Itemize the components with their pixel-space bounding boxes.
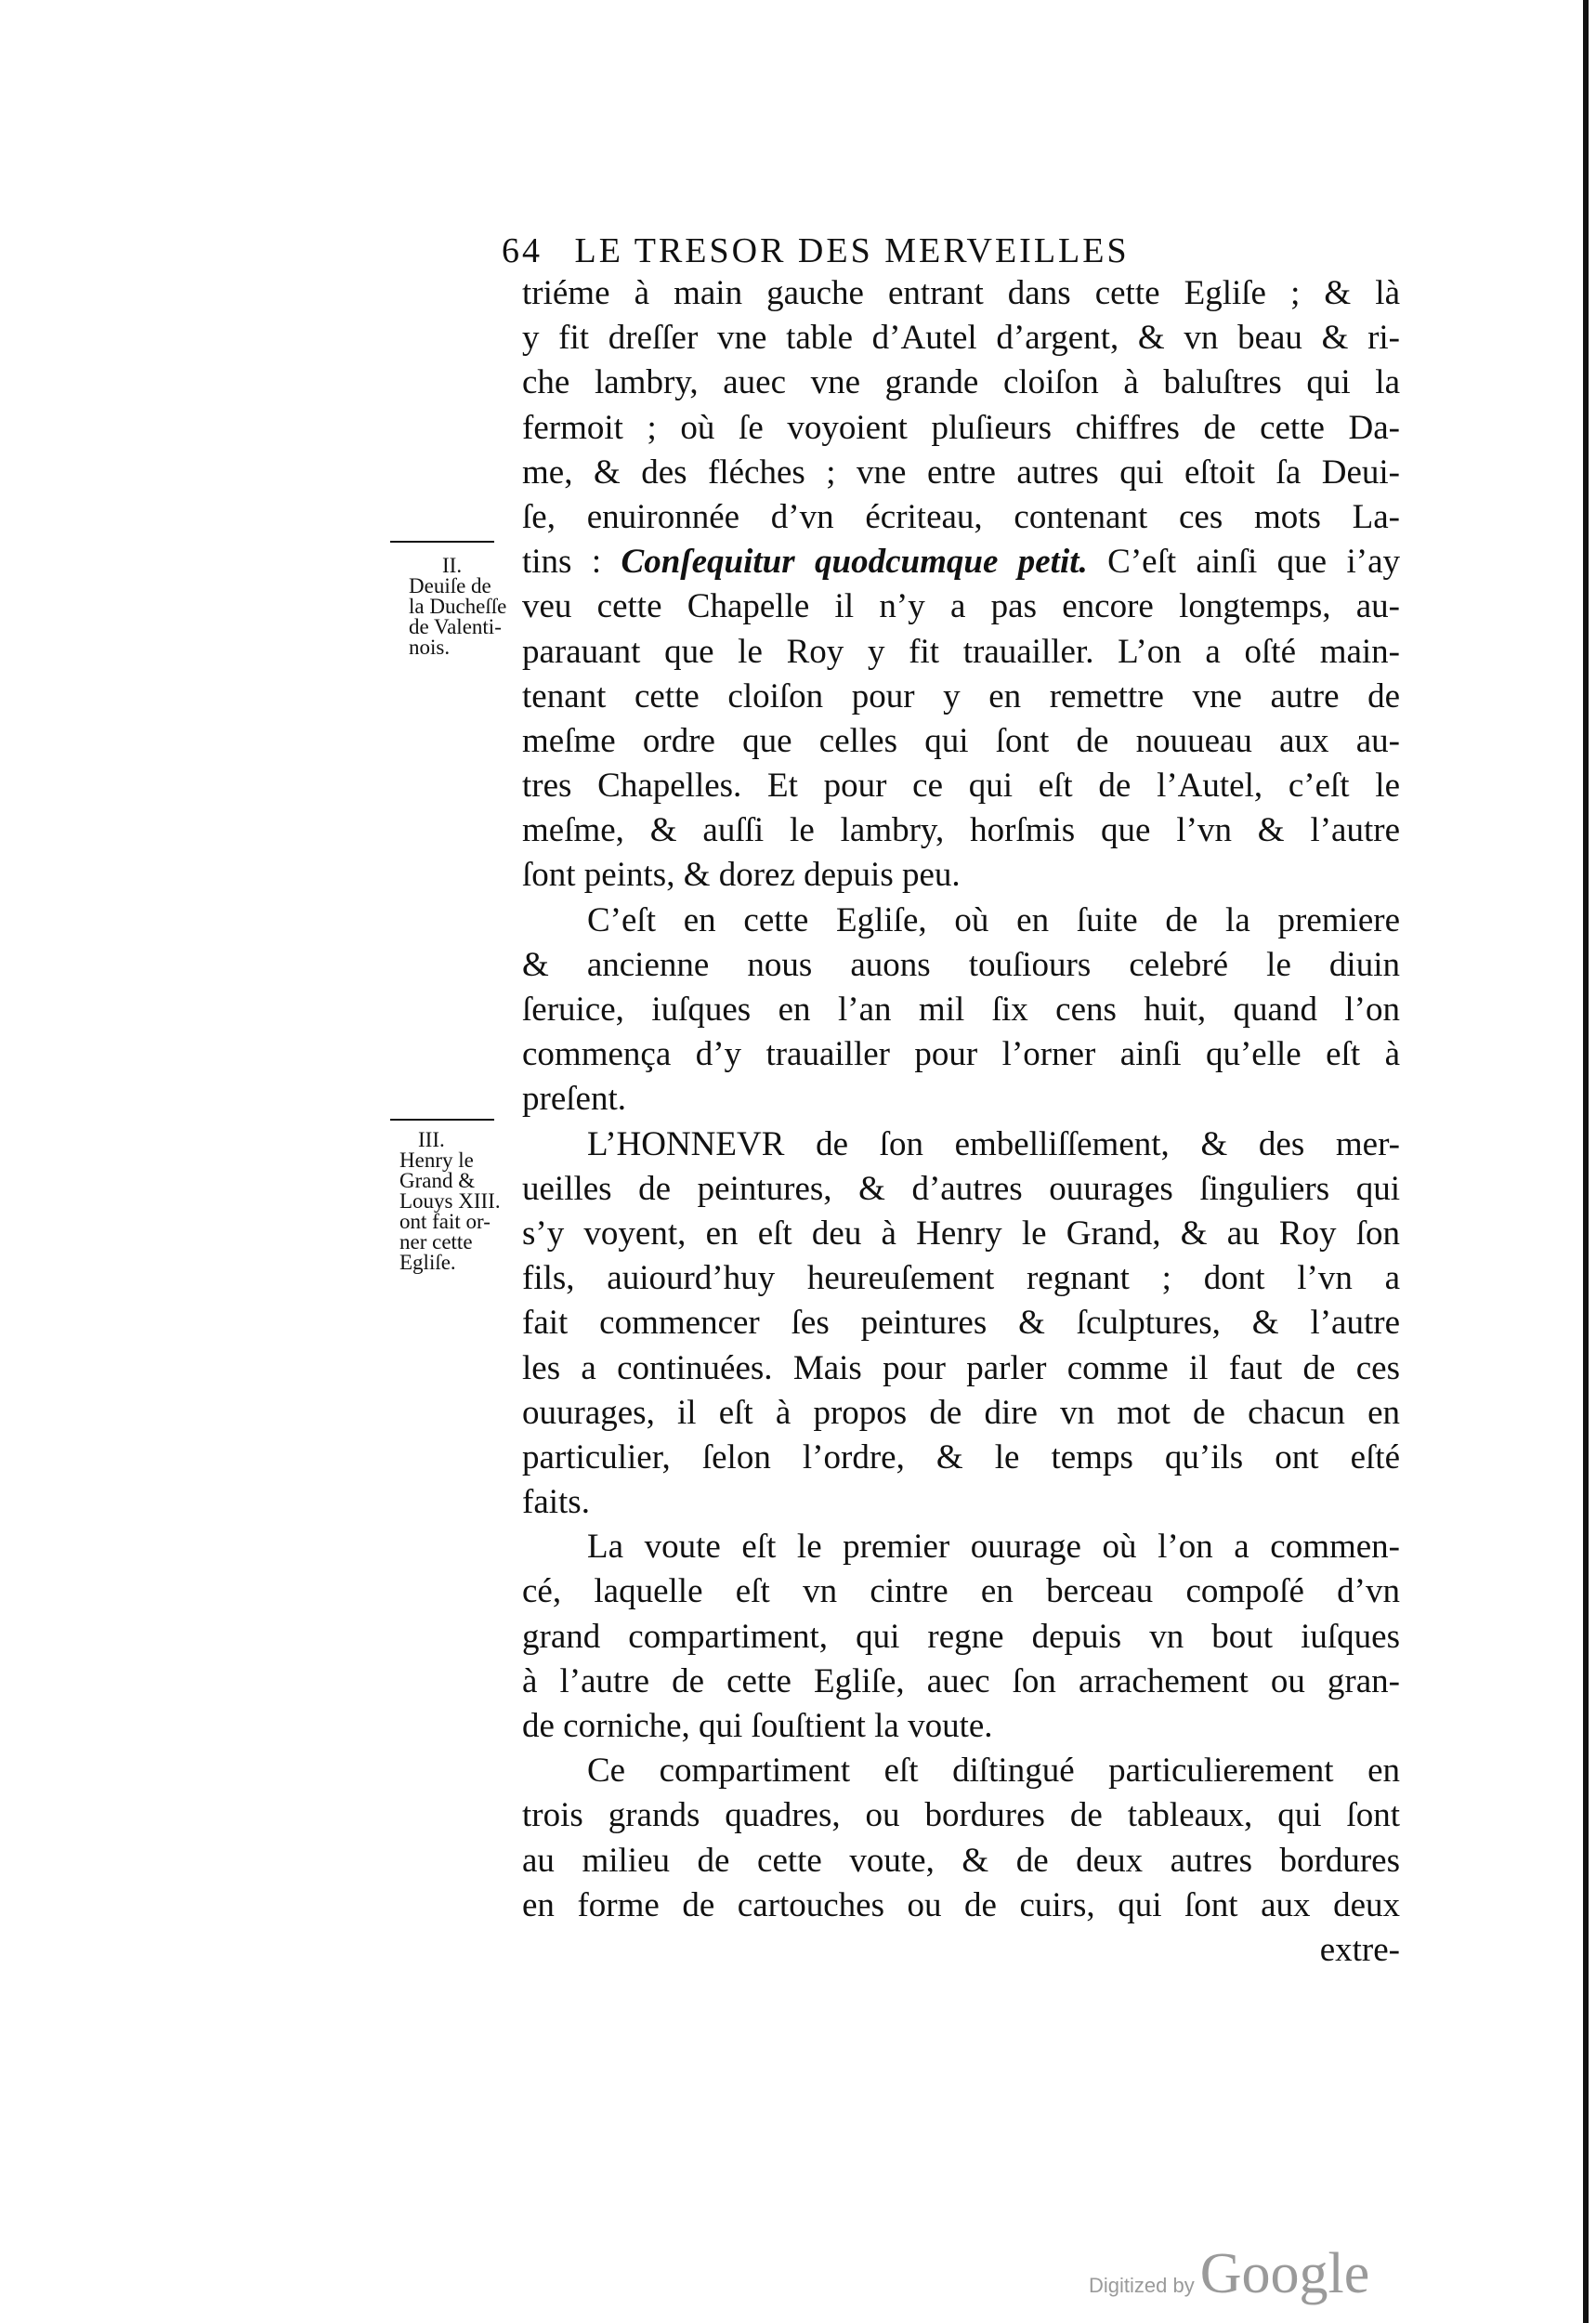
text-line: L’HONNEVR de ſon embelliſſement, & des mer- — [587, 1124, 1400, 1163]
digitized-watermark — [1089, 2241, 1369, 2307]
text-line: fils, auiourd’huy heureuſement regnant ; dont l’vn a — [522, 1259, 1400, 1298]
margin-line: de Valenti- — [409, 615, 502, 638]
google-logo: Google — [1199, 2242, 1370, 2305]
text-line: ſeruice, iuſques en l’an mil ſix cens huit, quand l’on — [522, 991, 1400, 1029]
text-line: s’y voyent, en eſt deu à Henry le Grand, & au Roy ſon — [522, 1214, 1400, 1253]
text-line-motto — [522, 540, 1400, 584]
margin-note-devise — [409, 556, 506, 658]
running-head — [502, 230, 1319, 271]
margin-rule — [390, 541, 494, 543]
text-line: faits. — [522, 1483, 590, 1522]
text-line: C’eſt en cette Egliſe, où en ſuite de la premiere — [587, 900, 1400, 939]
text-line: Ce compartiment eſt diſtingué particulierement en — [587, 1752, 1400, 1791]
margin-line: Deuiſe de — [409, 574, 491, 597]
text-line: ſe, enuironnée d’vn écriteau, contenant ces mots La- — [522, 497, 1400, 536]
text-line: veu cette Chapelle il n’y a pas encore longtemps, au- — [522, 587, 1400, 626]
margin-line: Grand & — [399, 1169, 476, 1192]
page-edge-rule — [1583, 0, 1589, 2323]
margin-line: Louys XIII. — [399, 1189, 501, 1213]
margin-line: II. — [442, 554, 463, 577]
text-line: preſent. — [522, 1080, 626, 1119]
text-line: me, & des fléches ; vne entre autres qui eſtoit ſa Deui- — [522, 453, 1400, 492]
text-line: y fit dreſſer vne table d’Autel d’argent, & vn beau & ri- — [522, 319, 1400, 358]
margin-line: nois. — [409, 636, 451, 659]
text-line: en forme de cartouches ou de cuirs, qui ſont aux deux — [522, 1885, 1400, 1924]
text-line: à l’autre de cette Egliſe, auec ſon arrachement ou gran- — [522, 1661, 1400, 1700]
catchword: extre- — [1319, 1930, 1400, 1969]
text-line: cé, laquelle eſt vn cintre en berceau compoſé d’vn — [522, 1572, 1400, 1611]
text-line: parauant que le Roy y fit trauailler. L’on a oſté main- — [522, 632, 1400, 671]
text-line: tenant cette cloiſon pour y en remettre vne autre de — [522, 676, 1400, 715]
margin-line: la Ducheſſe — [409, 595, 507, 618]
text-line: de corniche, qui ſouſtient la voute. — [522, 1707, 993, 1745]
latin-motto: Conſequitur quodcumque petit. — [621, 543, 1088, 582]
text-line: fermoit ; où ſe voyoient pluſieurs chiffres de cette Da- — [522, 408, 1400, 447]
text-line: meſme, & auſſi le lambry, horſmis que l’vn & l’autre — [522, 811, 1400, 850]
page-number: 64 — [502, 231, 543, 270]
text-line: La voute eſt le premier ouurage où l’on a commen- — [587, 1528, 1400, 1567]
text-line: fait commencer ſes peintures & ſculptures, & l’autre — [522, 1304, 1400, 1343]
running-title: LE TRESOR DES MERVEILLES — [574, 231, 1130, 270]
margin-line: Egliſe. — [399, 1251, 456, 1274]
text-line: au milieu de cette voute, & de deux autres bordures — [522, 1841, 1400, 1880]
text-line: tres Chapelles. Et pour ce qui eſt de l’Autel, c’eſt le — [522, 767, 1400, 806]
digitized-label: Digitized by — [1089, 2274, 1195, 2297]
margin-line: ont fait or- — [399, 1210, 491, 1233]
text-line: meſme ordre que celles qui ſont de nouueau aux au- — [522, 721, 1400, 760]
text-fragment: C’eſt ainſi que i’ay — [1087, 543, 1400, 582]
text-line: & ancienne nous auons touſiours celebré le diuin — [522, 945, 1400, 984]
margin-note-henry — [399, 1130, 501, 1273]
text-line: che lambry, auec vne grande cloiſon à baluſtres qui la — [522, 363, 1400, 402]
text-line: ſont peints, & dorez depuis peu. — [522, 856, 961, 895]
margin-line: III. — [418, 1128, 445, 1151]
text-line: ueilles de peintures, & d’autres ouurages ſinguliers qui — [522, 1169, 1400, 1208]
body-text — [522, 271, 1400, 1973]
margin-line: ner cette — [399, 1230, 473, 1253]
margin-rule — [390, 1119, 494, 1121]
text-fragment: tins : — [522, 543, 621, 582]
text-line: particulier, ſelon l’ordre, & le temps qu’ils ont eſté — [522, 1437, 1400, 1476]
text-line: grand compartiment, qui regne depuis vn bout iuſques — [522, 1617, 1400, 1656]
margin-line: Henry le — [399, 1148, 474, 1172]
text-line: trois grands quadres, ou bordures de tableaux, qui ſont — [522, 1796, 1400, 1835]
text-line: ouurages, il eſt à propos de dire vn mot de chacun en — [522, 1393, 1400, 1432]
text-line: triéme à main gauche entrant dans cette Egliſe ; & là — [522, 274, 1400, 312]
text-line: les a continuées. Mais pour parler comme il faut de ces — [522, 1348, 1400, 1387]
text-line: commença d’y trauailler pour l’orner ainſi qu’elle eſt à — [522, 1035, 1400, 1074]
